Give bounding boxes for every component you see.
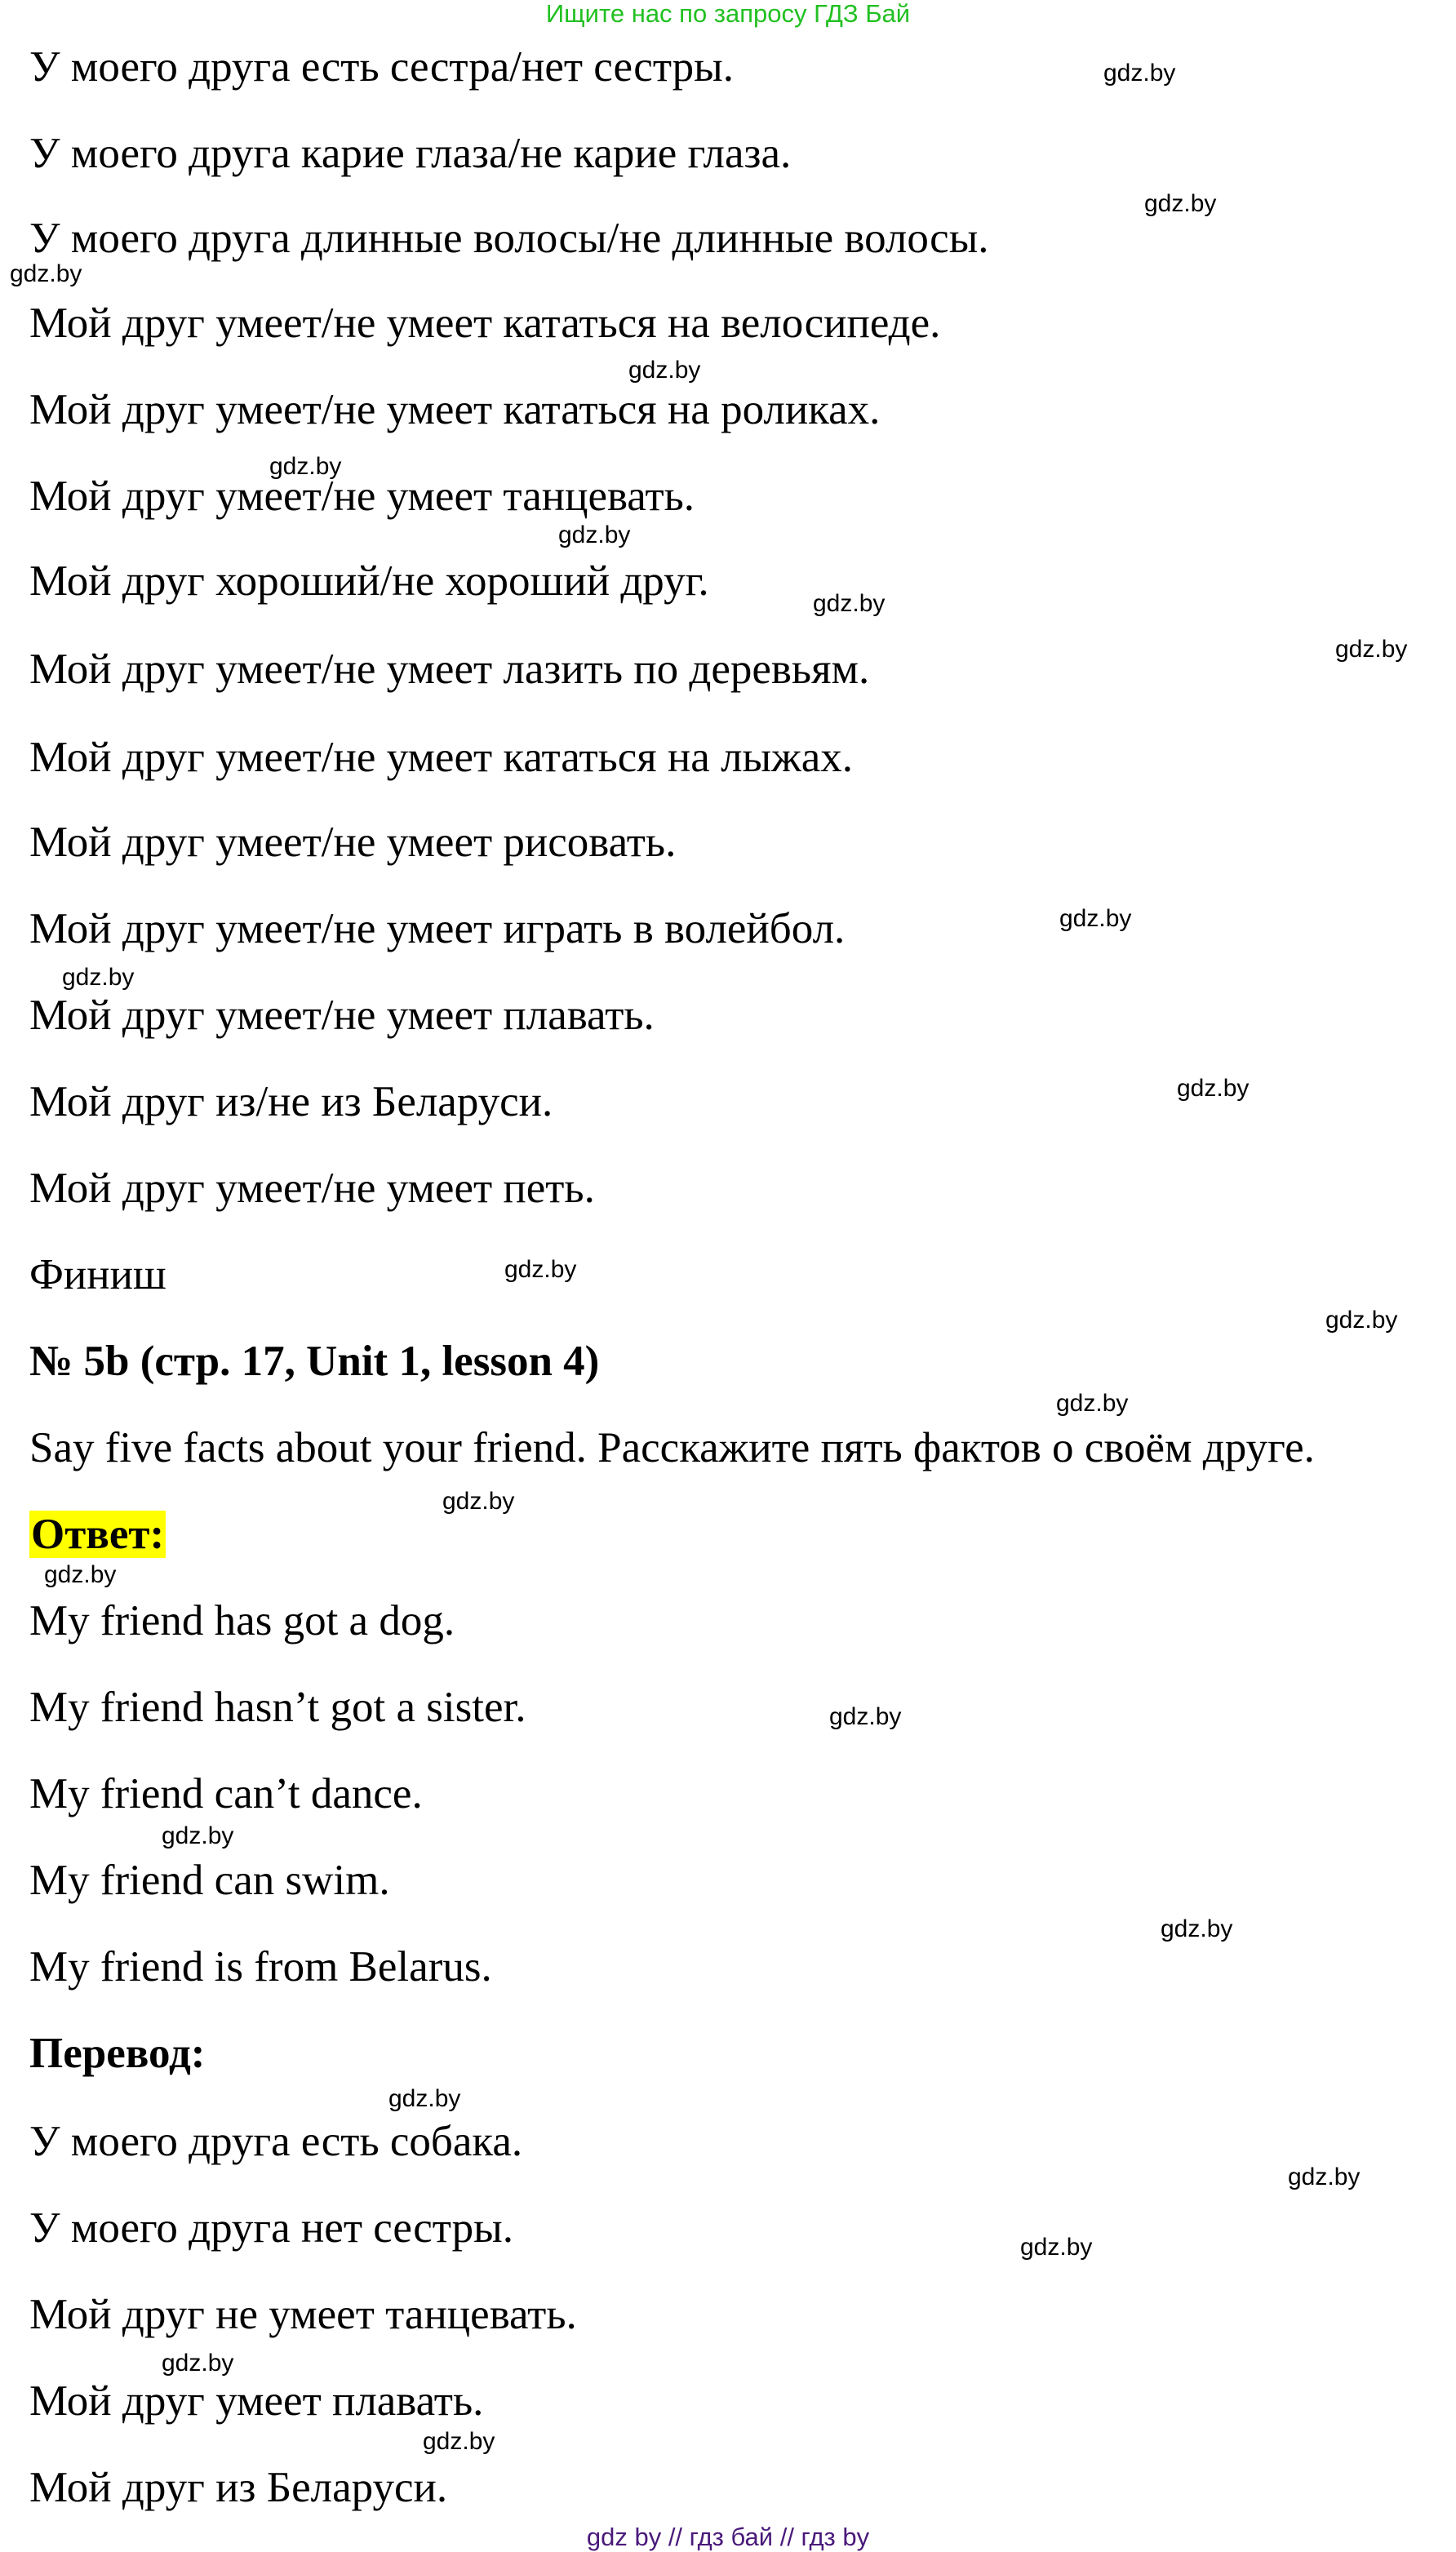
list-line: У моего друга длинные волосы/не длинные волосы.	[29, 215, 989, 262]
answer-line: My friend hasn’t got a sister.	[29, 1684, 526, 1731]
watermark: gdz.by	[423, 2428, 495, 2455]
watermark: gdz.by	[162, 1822, 234, 1849]
list-line: Мой друг хороший/не хороший друг.	[29, 557, 709, 605]
list-line: Мой друг умеет/не умеет кататься на велосипеде.	[29, 300, 941, 347]
watermark: gdz.by	[1059, 905, 1132, 932]
list-line: Мой друг из/не из Беларуси.	[29, 1078, 553, 1125]
watermark: gdz.by	[1335, 636, 1408, 663]
watermark: gdz.by	[10, 260, 82, 287]
translation-label: Перевод:	[29, 2030, 206, 2077]
watermark: gdz.by	[1161, 1915, 1233, 1942]
watermark: gdz.by	[1103, 60, 1176, 87]
watermark: gdz.by	[44, 1561, 117, 1588]
translation-line: У моего друга нет сестры.	[29, 2204, 513, 2252]
translation-line: Мой друг не умеет танцевать.	[29, 2291, 577, 2338]
watermark: gdz.by	[1288, 2164, 1361, 2190]
list-line: Мой друг умеет/не умеет танцевать.	[29, 473, 695, 520]
watermark: gdz.by	[1144, 190, 1217, 217]
footer-banner: gdz by // гдз бай // гдз by	[586, 2523, 870, 2551]
watermark: gdz.by	[628, 357, 701, 384]
watermark: gdz.by	[388, 2085, 461, 2112]
watermark: gdz.by	[813, 590, 886, 617]
list-line: Мой друг умеет/не умеет плавать.	[29, 992, 655, 1039]
translation-line: Мой друг умеет плавать.	[29, 2377, 484, 2425]
watermark: gdz.by	[504, 1256, 577, 1283]
answer-label: Ответ:	[31, 1511, 165, 1558]
list-line: Мой друг умеет/не умеет играть в волейбол.	[29, 905, 846, 952]
list-line: Мой друг умеет/не умеет кататься на роликах.	[29, 386, 881, 433]
list-line: Мой друг умеет/не умеет лазить по деревьям.	[29, 646, 870, 693]
task-heading: № 5b (стр. 17, Unit 1, lesson 4)	[29, 1338, 600, 1385]
watermark: gdz.by	[558, 521, 631, 548]
list-line: Мой друг умеет/не умеет кататься на лыжах.	[29, 734, 854, 781]
answer-line: My friend is from Belarus.	[29, 1943, 492, 1991]
answer-label-row	[29, 1510, 166, 1559]
watermark: gdz.by	[442, 1488, 515, 1515]
answer-line: My friend can swim.	[29, 1857, 390, 1904]
watermark: gdz.by	[1325, 1307, 1398, 1334]
watermark: gdz.by	[1020, 2234, 1093, 2261]
translation-line: Мой друг из Беларуси.	[29, 2464, 448, 2511]
answer-line: My friend can’t dance.	[29, 1770, 423, 1817]
watermark: gdz.by	[269, 453, 342, 480]
header-banner: Ищите нас по запросу ГДЗ Бай	[545, 0, 911, 28]
list-line-finish: Финиш	[29, 1251, 166, 1298]
list-line: Мой друг умеет/не умеет рисовать.	[29, 819, 677, 866]
watermark: gdz.by	[162, 2350, 234, 2377]
watermark: gdz.by	[829, 1703, 902, 1730]
list-line: Мой друг умеет/не умеет петь.	[29, 1165, 595, 1212]
watermark: gdz.by	[1177, 1075, 1250, 1102]
translation-line: У моего друга есть собака.	[29, 2118, 523, 2165]
watermark: gdz.by	[62, 964, 135, 991]
answer-line: My friend has got a dog.	[29, 1597, 455, 1644]
task-instruction: Say five facts about your friend. Расскажите пять фактов о своём друге.	[29, 1424, 1315, 1471]
watermark: gdz.by	[1056, 1390, 1129, 1417]
list-line: У моего друга есть сестра/нет сестры.	[29, 43, 734, 91]
list-line: У моего друга карие глаза/не карие глаза.	[29, 130, 792, 177]
